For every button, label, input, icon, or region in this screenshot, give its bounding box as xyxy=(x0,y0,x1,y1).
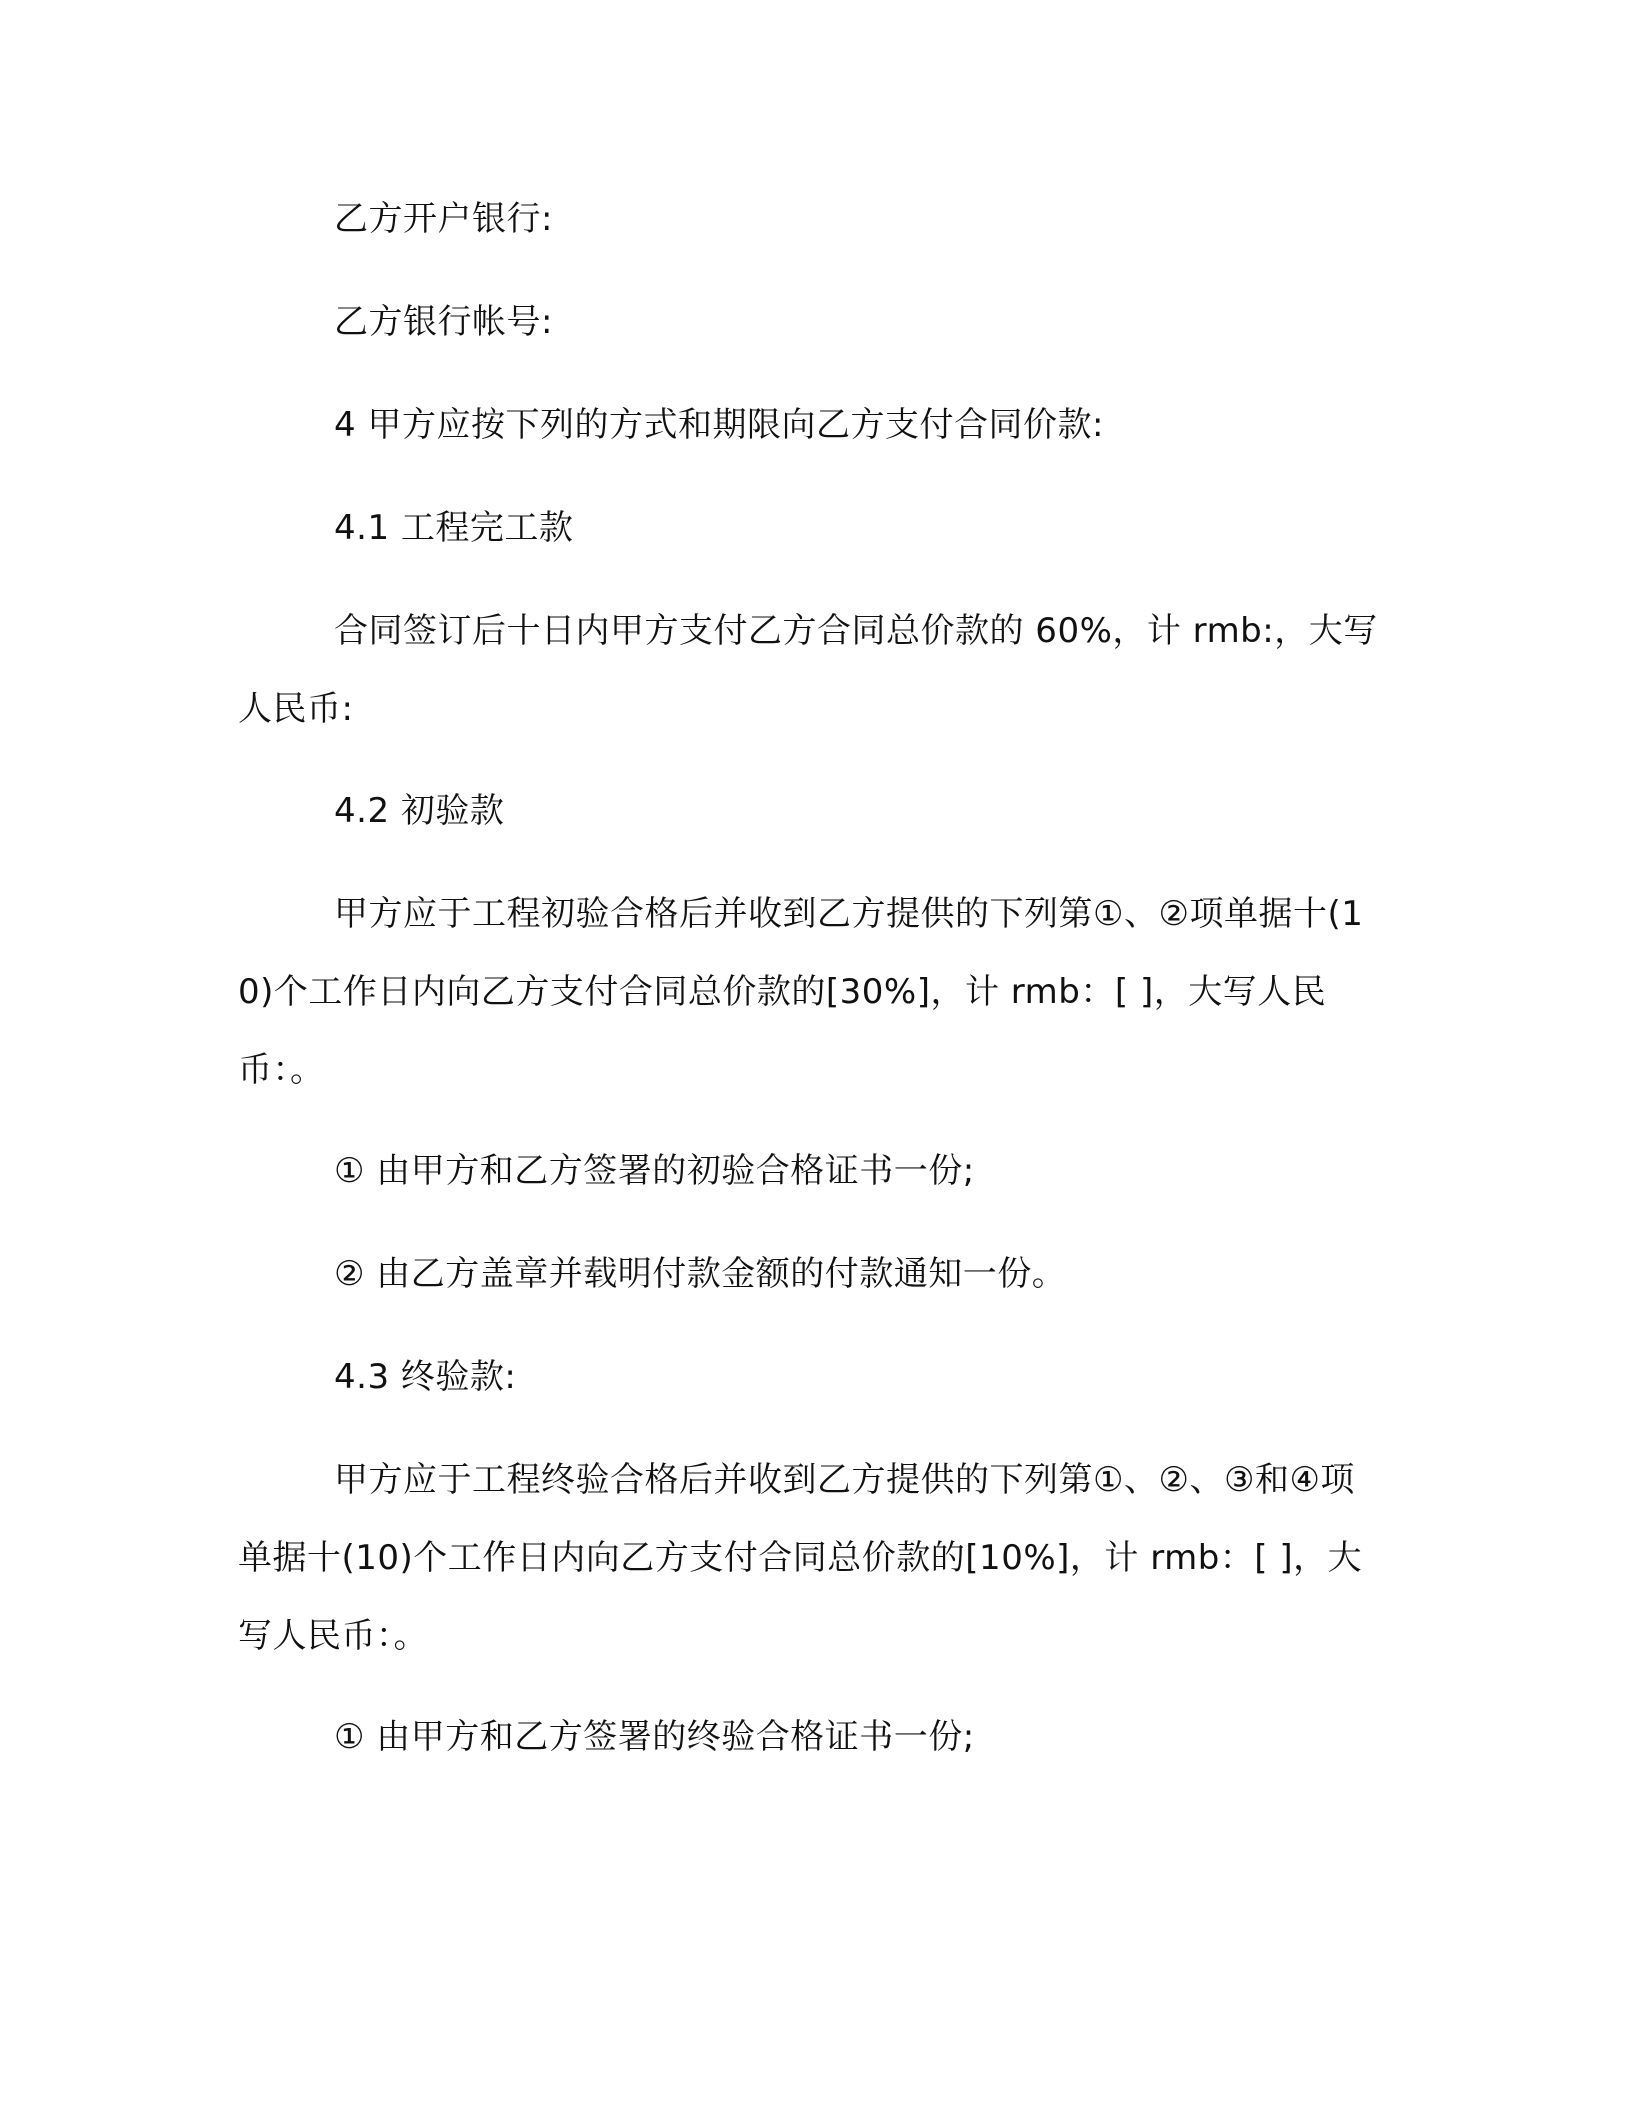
paragraph-section-4-heading: 4 甲方应按下列的方式和期限向乙方支付合同价款: xyxy=(334,405,1104,445)
paragraph-final-acceptance-payment: 甲方应于工程终验合格后并收到乙方提供的下列第①、②、③和④项单据十(10)个工作日内向乙方支付合同总价款的[10%]，计 rmb：[ ]，大写人民币：。 xyxy=(238,1460,1363,1656)
paragraph-completion-payment: 合同签订后十日内甲方支付乙方合同总价款的 60%，计 rmb:，大写人民币: xyxy=(238,611,1378,729)
list-item-payment-notice: ② 由乙方盖章并载明付款金额的付款通知一份。 xyxy=(334,1254,1067,1294)
paragraph-section-4-1-heading: 4.1 工程完工款 xyxy=(334,508,574,548)
paragraph-section-4-2-heading: 4.2 初验款 xyxy=(334,791,505,831)
paragraph-bank-name: 乙方开户银行: xyxy=(334,199,553,239)
list-item-initial-certificate: ① 由甲方和乙方签署的初验合格证书一份; xyxy=(334,1151,975,1191)
paragraph-section-4-3-heading: 4.3 终验款: xyxy=(334,1357,517,1397)
paragraph-initial-acceptance-payment: 甲方应于工程初验合格后并收到乙方提供的下列第①、②项单据十(10)个工作日内向乙方支付合同总价款的[30%]，计 rmb：[ ]，大写人民币：。 xyxy=(238,894,1364,1090)
list-item-final-certificate: ① 由甲方和乙方签署的终验合格证书一份; xyxy=(334,1717,975,1757)
paragraph-bank-account: 乙方银行帐号: xyxy=(334,302,553,342)
